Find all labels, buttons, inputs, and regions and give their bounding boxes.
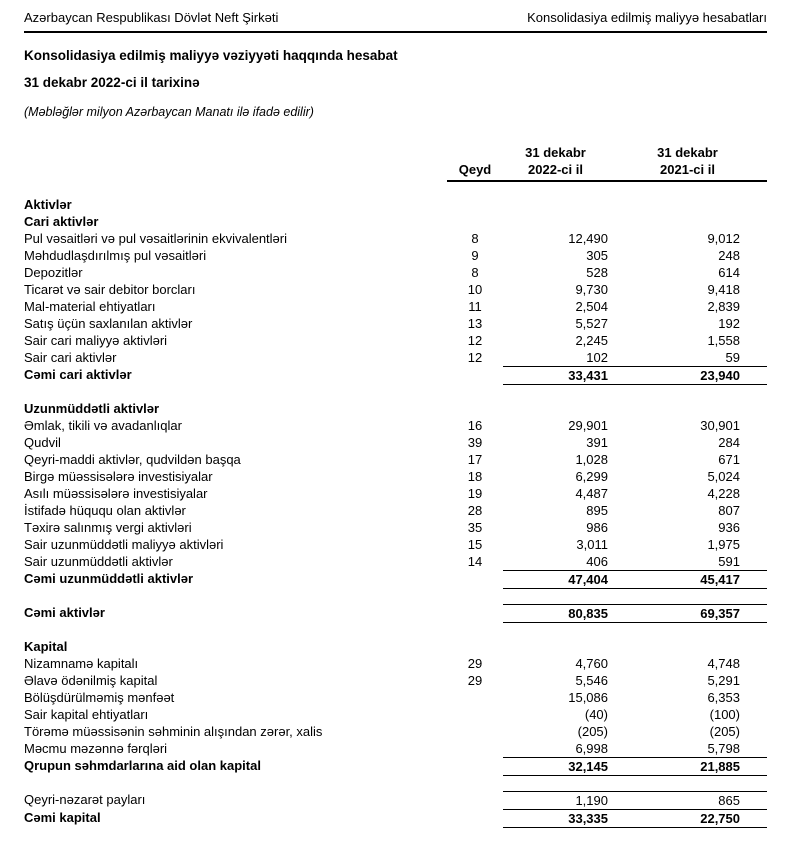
row-values xyxy=(503,213,767,230)
value-2021: 59 xyxy=(725,350,740,365)
table-row xyxy=(24,553,767,570)
row-values xyxy=(503,655,767,672)
table-row xyxy=(24,230,767,247)
value-2021: 6,353 xyxy=(707,690,740,705)
value-2021: 9,012 xyxy=(707,231,740,246)
row-note-ref: 16 xyxy=(467,418,483,433)
value-2022: 895 xyxy=(586,503,608,518)
row-values xyxy=(503,281,767,298)
value-2022 xyxy=(503,213,608,230)
value-2021: 936 xyxy=(718,520,740,535)
row-note-ref: 8 xyxy=(471,231,479,246)
row-values xyxy=(503,400,767,417)
value-2022: 3,011 xyxy=(576,537,608,552)
value-2022: 32,145 xyxy=(568,759,608,774)
row-values xyxy=(503,706,767,723)
row-label: Törəmə müəssisənin səhminin alışından zərər, xalis xyxy=(24,724,323,739)
value-2021: 591 xyxy=(718,554,740,569)
value-2021 xyxy=(608,400,767,417)
value-2022: 406 xyxy=(586,554,608,569)
table-row xyxy=(24,434,767,451)
row-note-ref: 29 xyxy=(467,673,483,688)
value-2021: (100) xyxy=(709,707,740,722)
row-note-ref xyxy=(447,689,503,706)
table-row xyxy=(24,485,767,502)
value-2022: 9,730 xyxy=(575,282,608,297)
table-body xyxy=(24,196,767,828)
value-2022: 1,028 xyxy=(575,452,608,467)
value-2021 xyxy=(608,196,767,213)
row-spacer xyxy=(24,385,767,400)
row-label: Qeyri-maddi aktivlər, qudvildən başqa xyxy=(24,452,241,467)
table-row xyxy=(24,740,767,757)
value-2021: 5,798 xyxy=(707,741,740,756)
page-header-left: Azərbaycan Respublikası Dövlət Neft Şirkəti xyxy=(24,10,279,25)
table-row xyxy=(24,400,767,417)
row-values xyxy=(503,468,767,485)
value-2021: 9,418 xyxy=(707,282,740,297)
row-label: Pul vəsaitləri və pul vəsaitlərinin ekvivalentləri xyxy=(24,231,288,246)
value-2022: 80,835 xyxy=(568,606,608,621)
row-label: İstifadə hüququ olan aktivlər xyxy=(24,503,186,518)
table-header xyxy=(24,144,767,182)
row-note-ref xyxy=(447,706,503,723)
row-label: Sair cari aktivlər xyxy=(24,350,117,365)
row-note-ref: 35 xyxy=(467,520,483,535)
row-note-ref: 12 xyxy=(467,333,483,348)
column-header-2021 xyxy=(608,144,767,180)
value-2022: 2,504 xyxy=(575,299,608,314)
row-label: Ticarət və sair debitor borcları xyxy=(24,282,196,297)
table-row xyxy=(24,519,767,536)
row-label: Sair uzunmüddətli aktivlər xyxy=(24,554,173,569)
value-2021: 69,357 xyxy=(700,606,740,621)
value-2021: 1,975 xyxy=(707,537,740,552)
row-note-ref xyxy=(447,400,503,417)
value-2021: 865 xyxy=(718,793,740,808)
column-header-2022-line1: 31 dekabr xyxy=(525,145,586,160)
value-2022: 305 xyxy=(586,248,608,263)
row-values xyxy=(503,740,767,757)
row-values xyxy=(503,485,767,502)
row-values xyxy=(503,570,767,589)
value-2021: 192 xyxy=(718,316,740,331)
row-note-ref: 17 xyxy=(467,452,483,467)
row-values xyxy=(503,451,767,468)
row-note-ref: 9 xyxy=(471,248,479,263)
row-values xyxy=(503,332,767,349)
value-2021: 22,750 xyxy=(700,811,740,826)
row-label: Aktivlər xyxy=(24,197,72,212)
row-values xyxy=(503,809,767,828)
value-2022: 12,490 xyxy=(568,231,608,246)
row-values xyxy=(503,349,767,366)
row-label: Əmlak, tikili və avadanlıqlar xyxy=(24,418,182,433)
row-label: Sair uzunmüddətli maliyyə aktivləri xyxy=(24,537,224,552)
row-values xyxy=(503,315,767,332)
value-2021: 5,024 xyxy=(707,469,740,484)
value-2022: 6,998 xyxy=(575,741,608,756)
value-2022: 47,404 xyxy=(568,572,608,587)
row-values xyxy=(503,757,767,776)
row-spacer xyxy=(24,776,767,791)
value-2022 xyxy=(503,400,608,417)
table-row xyxy=(24,332,767,349)
row-note-ref: 39 xyxy=(467,435,483,450)
row-note-ref xyxy=(447,809,503,828)
table-row xyxy=(24,809,767,828)
value-2022: 33,431 xyxy=(568,368,608,383)
column-header-2021-line2: 2021-ci il xyxy=(660,162,715,177)
row-values xyxy=(503,230,767,247)
document-date: 31 dekabr 2022-ci il tarixinə xyxy=(24,75,200,90)
row-note-ref xyxy=(447,570,503,589)
table-header-spacer xyxy=(24,144,447,182)
row-label: Uzunmüddətli aktivlər xyxy=(24,401,160,416)
table-row xyxy=(24,604,767,623)
row-label: Cəmi cari aktivlər xyxy=(24,367,132,382)
row-note-ref xyxy=(447,757,503,776)
row-note-ref: 18 xyxy=(467,469,483,484)
row-label: Qeyri-nəzarət payları xyxy=(24,792,146,807)
row-note-ref: 14 xyxy=(467,554,483,569)
row-values xyxy=(503,791,767,809)
row-label: Məhdudlaşdırılmış pul vəsaitləri xyxy=(24,248,207,263)
table-row xyxy=(24,502,767,519)
row-label: Cari aktivlər xyxy=(24,214,99,229)
table-row xyxy=(24,468,767,485)
row-note-ref: 15 xyxy=(467,537,483,552)
value-2022: (205) xyxy=(577,724,608,739)
table-row xyxy=(24,757,767,776)
row-label: Cəmi aktivlər xyxy=(24,605,105,620)
row-note-ref: 11 xyxy=(468,299,482,314)
table-row xyxy=(24,536,767,553)
column-header-qeyd xyxy=(447,144,503,182)
value-2022: 4,760 xyxy=(575,656,608,671)
row-values xyxy=(503,502,767,519)
row-label: Depozitlər xyxy=(24,265,83,280)
row-note-ref xyxy=(447,213,503,230)
row-values xyxy=(503,196,767,213)
page-header-right: Konsolidasiya edilmiş maliyyə hesabatları xyxy=(527,10,767,25)
table-row xyxy=(24,723,767,740)
value-2021: 4,228 xyxy=(707,486,740,501)
row-values xyxy=(503,417,767,434)
row-values xyxy=(503,553,767,570)
row-note-ref xyxy=(447,723,503,740)
table-row xyxy=(24,417,767,434)
row-note-ref xyxy=(447,604,503,623)
document-title: Konsolidasiya edilmiş maliyyə vəziyyəti haqqında hesabat xyxy=(24,48,398,63)
value-2021: 23,940 xyxy=(700,368,740,383)
value-2022: 5,527 xyxy=(575,316,608,331)
value-2022: 5,546 xyxy=(575,673,608,688)
row-values xyxy=(503,434,767,451)
row-values xyxy=(503,723,767,740)
value-2021: 1,558 xyxy=(707,333,740,348)
value-2021: 248 xyxy=(718,248,740,263)
header-divider xyxy=(24,31,767,33)
value-2022 xyxy=(503,196,608,213)
row-note-ref: 28 xyxy=(467,503,483,518)
table-row xyxy=(24,349,767,366)
table-row xyxy=(24,638,767,655)
value-2022: 6,299 xyxy=(575,469,608,484)
row-label: Kapital xyxy=(24,639,68,654)
table-row xyxy=(24,264,767,281)
row-spacer xyxy=(24,589,767,604)
row-label: Birgə müəssisələrə investisiyalar xyxy=(24,469,213,484)
value-2022: 15,086 xyxy=(568,690,608,705)
row-label: Mal-material ehtiyatları xyxy=(24,299,156,314)
row-label: Cəmi kapital xyxy=(24,810,101,825)
row-note-ref xyxy=(447,196,503,213)
value-2022: 33,335 xyxy=(568,811,608,826)
column-header-2022-line2: 2022-ci il xyxy=(528,162,583,177)
row-label: Sair kapital ehtiyatları xyxy=(24,707,149,722)
row-label: Təxirə salınmış vergi aktivləri xyxy=(24,520,192,535)
table-row xyxy=(24,366,767,385)
value-2022: 986 xyxy=(586,520,608,535)
value-2022 xyxy=(503,638,608,655)
row-values xyxy=(503,264,767,281)
row-spacer xyxy=(24,623,767,638)
row-values xyxy=(503,604,767,623)
value-2021: 21,885 xyxy=(700,759,740,774)
value-2021: 614 xyxy=(718,265,740,280)
value-2021: 5,291 xyxy=(707,673,740,688)
value-2022: 1,190 xyxy=(575,793,608,808)
table-row xyxy=(24,791,767,809)
row-label: Sair cari maliyyə aktivləri xyxy=(24,333,168,348)
value-2022: 528 xyxy=(586,265,608,280)
row-note-ref: 12 xyxy=(467,350,483,365)
table-row xyxy=(24,689,767,706)
row-label: Əlavə ödənilmiş kapital xyxy=(24,673,158,688)
row-note-ref xyxy=(447,791,503,809)
row-values xyxy=(503,689,767,706)
row-label: Asılı müəssisələrə investisiyalar xyxy=(24,486,208,501)
value-2022: 2,245 xyxy=(575,333,608,348)
row-label: Satış üçün saxlanılan aktivlər xyxy=(24,316,193,331)
row-note-ref: 13 xyxy=(467,316,483,331)
table-row xyxy=(24,247,767,264)
page-header xyxy=(24,9,767,26)
value-2022: (40) xyxy=(584,707,608,722)
row-values xyxy=(503,672,767,689)
row-label: Məcmu məzənnə fərqləri xyxy=(24,741,168,756)
row-values xyxy=(503,298,767,315)
value-2021 xyxy=(608,213,767,230)
row-label: Qrupun səhmdarlarına aid olan kapital xyxy=(24,758,261,773)
value-2021: (205) xyxy=(709,724,740,739)
row-note-ref: 10 xyxy=(467,282,483,297)
column-headers-values xyxy=(503,144,767,182)
table-row xyxy=(24,655,767,672)
value-2022: 4,487 xyxy=(575,486,608,501)
row-note-ref xyxy=(447,740,503,757)
value-2022: 29,901 xyxy=(568,418,608,433)
column-header-qeyd-label: Qeyd xyxy=(458,162,492,177)
value-2021: 45,417 xyxy=(700,572,740,587)
value-2021: 807 xyxy=(718,503,740,518)
value-2021: 4,748 xyxy=(707,656,740,671)
value-2022: 102 xyxy=(586,350,608,365)
table-row xyxy=(24,706,767,723)
row-note-ref xyxy=(447,638,503,655)
row-values xyxy=(503,519,767,536)
row-label: Nizamnamə kapitalı xyxy=(24,656,139,671)
row-values xyxy=(503,638,767,655)
row-values xyxy=(503,366,767,385)
table-row xyxy=(24,672,767,689)
value-2021 xyxy=(608,638,767,655)
row-note-ref xyxy=(447,366,503,385)
value-2021: 30,901 xyxy=(700,418,740,433)
column-header-2021-line1: 31 dekabr xyxy=(657,145,718,160)
table-row xyxy=(24,196,767,213)
table-row xyxy=(24,315,767,332)
table-row xyxy=(24,298,767,315)
currency-note: (Məbləğlər milyon Azərbaycan Manatı ilə ifadə edilir) xyxy=(24,105,314,119)
row-label: Cəmi uzunmüddətli aktivlər xyxy=(24,571,194,586)
table-row xyxy=(24,570,767,589)
value-2021: 2,839 xyxy=(707,299,740,314)
row-label: Bölüşdürülməmiş mənfəət xyxy=(24,690,175,705)
row-note-ref: 19 xyxy=(467,486,483,501)
table-row xyxy=(24,451,767,468)
row-note-ref: 8 xyxy=(471,265,479,280)
row-values xyxy=(503,247,767,264)
table-row xyxy=(24,213,767,230)
value-2021: 671 xyxy=(718,452,740,467)
row-values xyxy=(503,536,767,553)
table-row xyxy=(24,281,767,298)
row-note-ref: 29 xyxy=(467,656,483,671)
column-header-2022 xyxy=(503,144,608,180)
value-2021: 284 xyxy=(718,435,740,450)
row-label: Qudvil xyxy=(24,435,61,450)
value-2022: 391 xyxy=(586,435,608,450)
